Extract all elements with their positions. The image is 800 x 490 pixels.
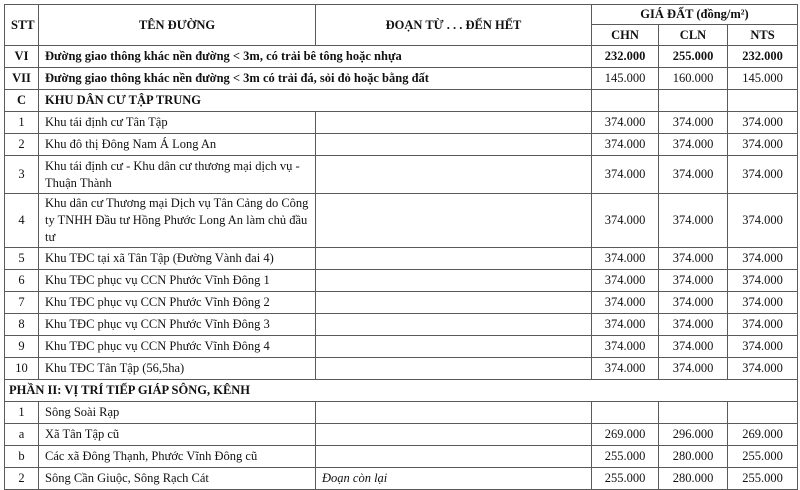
- cell-segment: [316, 134, 592, 156]
- cell-stt: 1: [5, 112, 39, 134]
- cell-segment: [316, 156, 592, 194]
- cell-stt: 1: [5, 402, 39, 424]
- cell-cln: 374.000: [659, 270, 728, 292]
- table-row: [5, 194, 798, 248]
- cell-nts: 145.000: [728, 68, 798, 90]
- cell-chn: 269.000: [592, 424, 659, 446]
- cell-chn: 374.000: [592, 248, 659, 270]
- cell-segment: [316, 424, 592, 446]
- cell-chn: 374.000: [592, 292, 659, 314]
- cell-name: Khu TĐC phục vụ CCN Phước Vĩnh Đông 3: [39, 314, 316, 336]
- cell-nts: 232.000: [728, 46, 798, 68]
- cell-cln: [659, 402, 728, 424]
- cell-cln: [659, 90, 728, 112]
- cell-nts: [728, 90, 798, 112]
- cell-name: Khu TĐC phục vụ CCN Phước Vĩnh Đông 1: [39, 270, 316, 292]
- cell-segment: [316, 248, 592, 270]
- cell-nts: 374.000: [728, 270, 798, 292]
- cell-cln: 374.000: [659, 292, 728, 314]
- cell-nts: 255.000: [728, 468, 798, 490]
- cell-stt: VI: [5, 46, 39, 68]
- cell-cln: 374.000: [659, 248, 728, 270]
- cell-chn: 374.000: [592, 358, 659, 380]
- table-row: [5, 134, 798, 156]
- header-chn: CHN: [592, 25, 659, 46]
- cell-cln: 374.000: [659, 134, 728, 156]
- cell-chn: 374.000: [592, 270, 659, 292]
- cell-cln: 374.000: [659, 156, 728, 194]
- cell-name: Khu TĐC Tân Tập (56,5ha): [39, 358, 316, 380]
- table-row: [5, 46, 798, 68]
- cell-segment: [316, 292, 592, 314]
- cell-nts: 374.000: [728, 194, 798, 248]
- cell-segment: [316, 402, 592, 424]
- table-row: [5, 446, 798, 468]
- cell-chn: 374.000: [592, 194, 659, 248]
- table-row: [5, 314, 798, 336]
- cell-nts: 374.000: [728, 112, 798, 134]
- header-segment: ĐOẠN TỪ . . . ĐẾN HẾT: [316, 5, 592, 46]
- cell-stt: b: [5, 446, 39, 468]
- table-row: [5, 112, 798, 134]
- cell-stt: 9: [5, 336, 39, 358]
- cell-stt: 7: [5, 292, 39, 314]
- header-name: TÊN ĐƯỜNG: [39, 5, 316, 46]
- header-cln: CLN: [659, 25, 728, 46]
- cell-stt: 8: [5, 314, 39, 336]
- header-row: [5, 5, 798, 25]
- table-row: [5, 270, 798, 292]
- cell-stt: 4: [5, 194, 39, 248]
- cell-segment: Đoạn còn lại: [316, 468, 592, 490]
- table-row: [5, 68, 798, 90]
- cell-name: Sông Soài Rạp: [39, 402, 316, 424]
- cell-name: Khu tái định cư - Khu dân cư thương mại dịch vụ - Thuận Thành: [39, 156, 316, 194]
- cell-stt: 6: [5, 270, 39, 292]
- section-row: [5, 90, 798, 112]
- cell-name: Đường giao thông khác nền đường < 3m có trải đá, sỏi đỏ hoặc bằng đất: [39, 68, 592, 90]
- table-row: [5, 358, 798, 380]
- cell-name: Khu TĐC phục vụ CCN Phước Vĩnh Đông 4: [39, 336, 316, 358]
- cell-nts: 374.000: [728, 314, 798, 336]
- cell-cln: 296.000: [659, 424, 728, 446]
- header-stt: STT: [5, 5, 39, 46]
- cell-stt: 2: [5, 468, 39, 490]
- table-row: [5, 468, 798, 490]
- cell-chn: 374.000: [592, 134, 659, 156]
- cell-nts: 269.000: [728, 424, 798, 446]
- cell-cln: 374.000: [659, 112, 728, 134]
- cell-name: Khu TĐC phục vụ CCN Phước Vĩnh Đông 2: [39, 292, 316, 314]
- table-row: [5, 156, 798, 194]
- cell-cln: 255.000: [659, 46, 728, 68]
- section-title: KHU DÂN CƯ TẬP TRUNG: [39, 90, 592, 112]
- cell-nts: 374.000: [728, 156, 798, 194]
- cell-stt: 2: [5, 134, 39, 156]
- cell-cln: 280.000: [659, 468, 728, 490]
- cell-name: Xã Tân Tập cũ: [39, 424, 316, 446]
- cell-chn: 374.000: [592, 156, 659, 194]
- cell-name: Khu tái định cư Tân Tập: [39, 112, 316, 134]
- cell-nts: 374.000: [728, 134, 798, 156]
- cell-segment: [316, 194, 592, 248]
- cell-segment: [316, 270, 592, 292]
- land-price-table: [4, 4, 798, 490]
- cell-name: Khu đô thị Đông Nam Á Long An: [39, 134, 316, 156]
- cell-cln: 280.000: [659, 446, 728, 468]
- table-row: [5, 292, 798, 314]
- cell-chn: 374.000: [592, 336, 659, 358]
- cell-nts: 374.000: [728, 292, 798, 314]
- cell-chn: 145.000: [592, 68, 659, 90]
- cell-chn: 255.000: [592, 446, 659, 468]
- cell-name: Các xã Đông Thạnh, Phước Vĩnh Đông cũ: [39, 446, 316, 468]
- table-row: [5, 336, 798, 358]
- cell-segment: [316, 358, 592, 380]
- cell-name: Khu TĐC tại xã Tân Tập (Đường Vành đai 4): [39, 248, 316, 270]
- cell-cln: 374.000: [659, 358, 728, 380]
- cell-segment: [316, 314, 592, 336]
- table-row: [5, 402, 798, 424]
- cell-stt: 5: [5, 248, 39, 270]
- cell-stt: C: [5, 90, 39, 112]
- cell-stt: a: [5, 424, 39, 446]
- cell-stt: 10: [5, 358, 39, 380]
- cell-cln: 374.000: [659, 194, 728, 248]
- cell-chn: [592, 90, 659, 112]
- cell-stt: VII: [5, 68, 39, 90]
- cell-name: Khu dân cư Thương mại Dịch vụ Tân Cảng do Công ty TNHH Đầu tư Hồng Phước Long An làm chủ đầu tư: [39, 194, 316, 248]
- part-section-row: [5, 380, 798, 402]
- cell-name: Đường giao thông khác nền đường < 3m, có trải bê tông hoặc nhựa: [39, 46, 592, 68]
- cell-cln: 160.000: [659, 68, 728, 90]
- cell-nts: 374.000: [728, 336, 798, 358]
- cell-name: Sông Cần Giuộc, Sông Rạch Cát: [39, 468, 316, 490]
- cell-segment: [316, 336, 592, 358]
- header-price-group: GIÁ ĐẤT (đồng/m²): [592, 5, 798, 25]
- cell-chn: 374.000: [592, 112, 659, 134]
- cell-segment: [316, 446, 592, 468]
- table-row: [5, 248, 798, 270]
- cell-chn: 255.000: [592, 468, 659, 490]
- cell-nts: 374.000: [728, 248, 798, 270]
- cell-chn: 374.000: [592, 314, 659, 336]
- cell-segment: [316, 112, 592, 134]
- table-row: [5, 424, 798, 446]
- cell-nts: 255.000: [728, 446, 798, 468]
- cell-chn: [592, 402, 659, 424]
- cell-nts: 374.000: [728, 358, 798, 380]
- cell-cln: 374.000: [659, 336, 728, 358]
- cell-nts: [728, 402, 798, 424]
- cell-cln: 374.000: [659, 314, 728, 336]
- header-nts: NTS: [728, 25, 798, 46]
- cell-chn: 232.000: [592, 46, 659, 68]
- cell-stt: 3: [5, 156, 39, 194]
- part-title: PHẦN II: VỊ TRÍ TIẾP GIÁP SÔNG, KÊNH: [5, 380, 798, 402]
